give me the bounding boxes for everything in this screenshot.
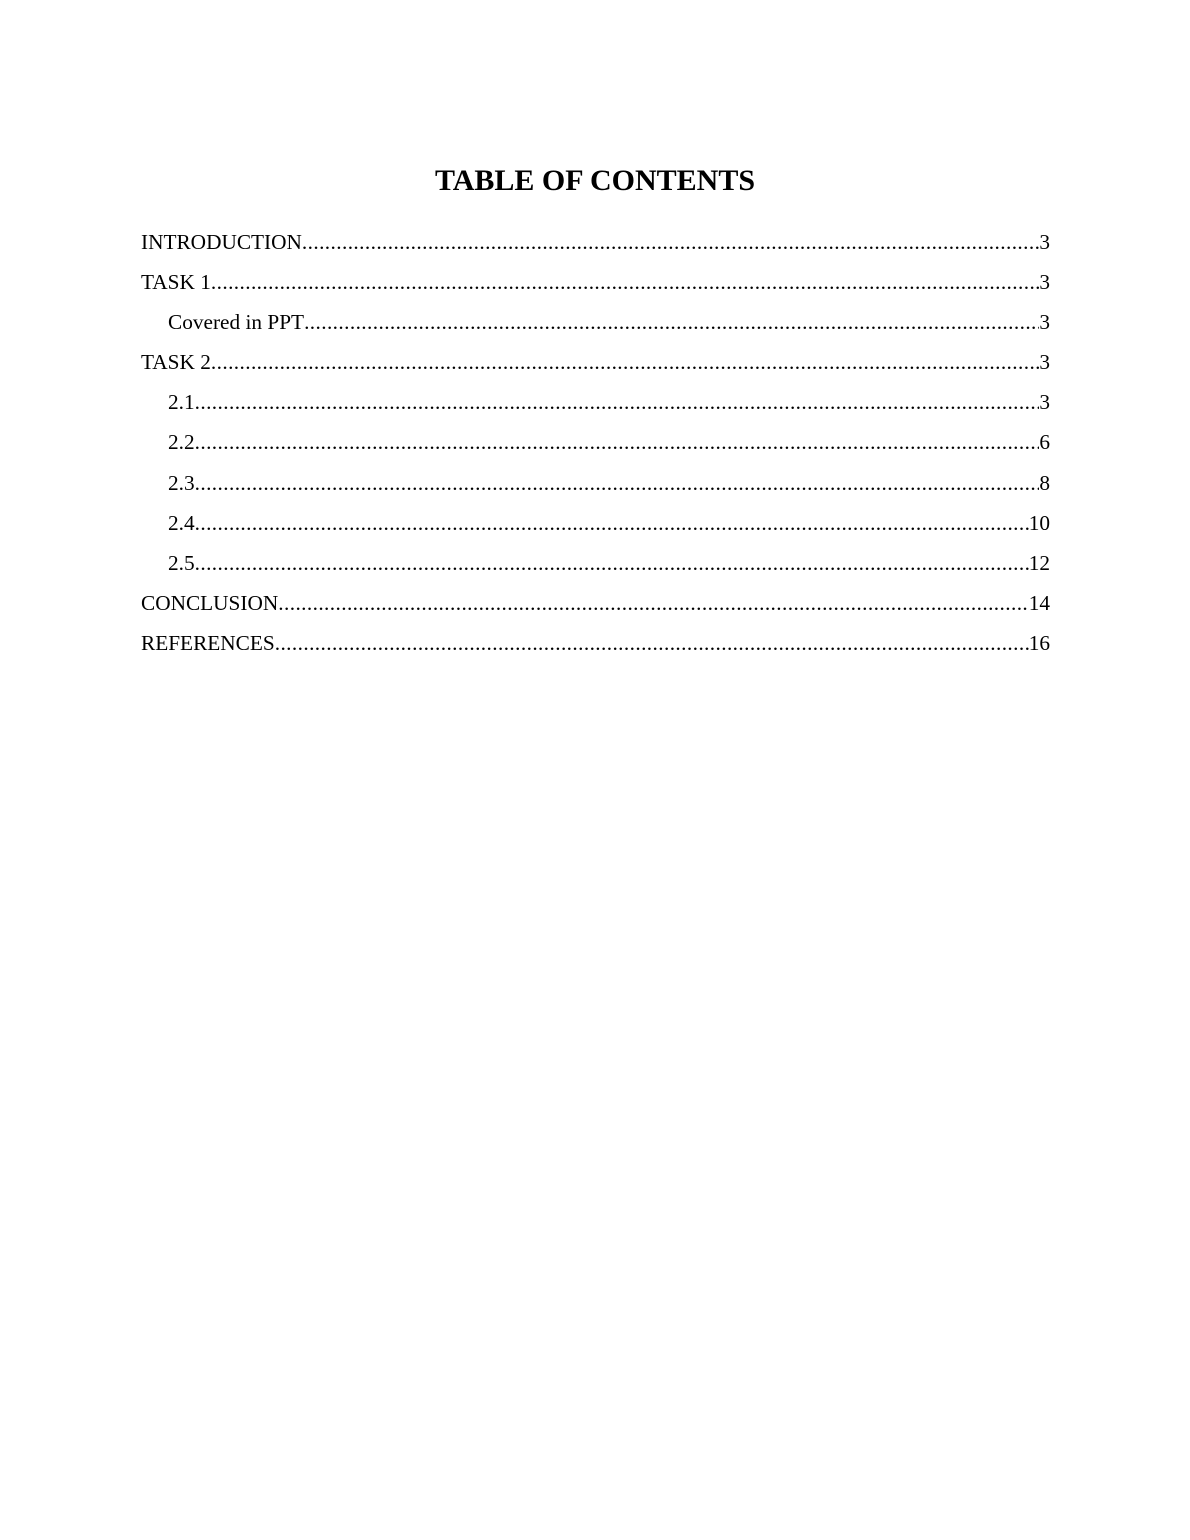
toc-entry-page-number: 3 <box>1039 390 1050 415</box>
toc-entry-label: TASK 2 <box>141 350 211 375</box>
toc-entry-label: 2.3 <box>168 470 195 495</box>
toc-entry-page-number: 3 <box>1039 270 1050 295</box>
toc-entry-introduction[interactable] <box>141 226 1050 266</box>
toc-entry-2-3[interactable] <box>141 467 1050 507</box>
dot-leader <box>302 226 1039 258</box>
toc-entry-label: REFERENCES <box>141 630 275 655</box>
toc-entry-references[interactable] <box>141 627 1050 667</box>
toc-entry-label: TASK 1 <box>141 270 211 295</box>
toc-entry-label: CONCLUSION <box>141 590 279 615</box>
dot-leader <box>211 346 1039 378</box>
toc-entry-label: Covered in PPT <box>168 310 305 335</box>
toc-entry-label: 2.5 <box>168 550 195 575</box>
toc-list <box>141 226 1050 667</box>
toc-entry-page-number: 12 <box>1028 550 1050 575</box>
toc-entry-conclusion[interactable] <box>141 587 1050 627</box>
dot-leader <box>278 587 1028 619</box>
toc-entry-page-number: 3 <box>1039 230 1050 254</box>
dot-leader <box>195 507 1029 539</box>
dot-leader <box>195 547 1029 579</box>
dot-leader <box>304 306 1039 338</box>
toc-title: TABLE OF CONTENTS <box>434 164 756 197</box>
dot-leader <box>211 266 1039 298</box>
toc-entry-page-number: 10 <box>1028 510 1050 535</box>
toc-entry-page-number: 6 <box>1039 430 1050 455</box>
dot-leader <box>195 386 1040 418</box>
toc-entry-covered-in-ppt[interactable] <box>141 306 1050 346</box>
toc-entry-label: 2.2 <box>168 430 195 455</box>
toc-entry-2-2[interactable] <box>141 426 1050 466</box>
toc-entry-page-number: 14 <box>1028 590 1050 615</box>
toc-entry-task-1[interactable] <box>141 266 1050 306</box>
dot-leader <box>275 627 1029 659</box>
toc-entry-label: 2.4 <box>168 510 195 535</box>
toc-entry-label: 2.1 <box>168 390 195 415</box>
toc-entry-label: INTRODUCTION <box>141 230 302 254</box>
dot-leader <box>195 426 1040 458</box>
toc-entry-page-number: 16 <box>1028 630 1050 655</box>
toc-entry-page-number: 8 <box>1039 470 1050 495</box>
toc-entry-task-2[interactable] <box>141 346 1050 386</box>
dot-leader <box>195 467 1040 499</box>
toc-entry-page-number: 3 <box>1039 350 1050 375</box>
toc-entry-2-5[interactable] <box>141 547 1050 587</box>
toc-entry-2-1[interactable] <box>141 386 1050 426</box>
toc-entry-page-number: 3 <box>1039 310 1050 335</box>
toc-entry-2-4[interactable] <box>141 507 1050 547</box>
